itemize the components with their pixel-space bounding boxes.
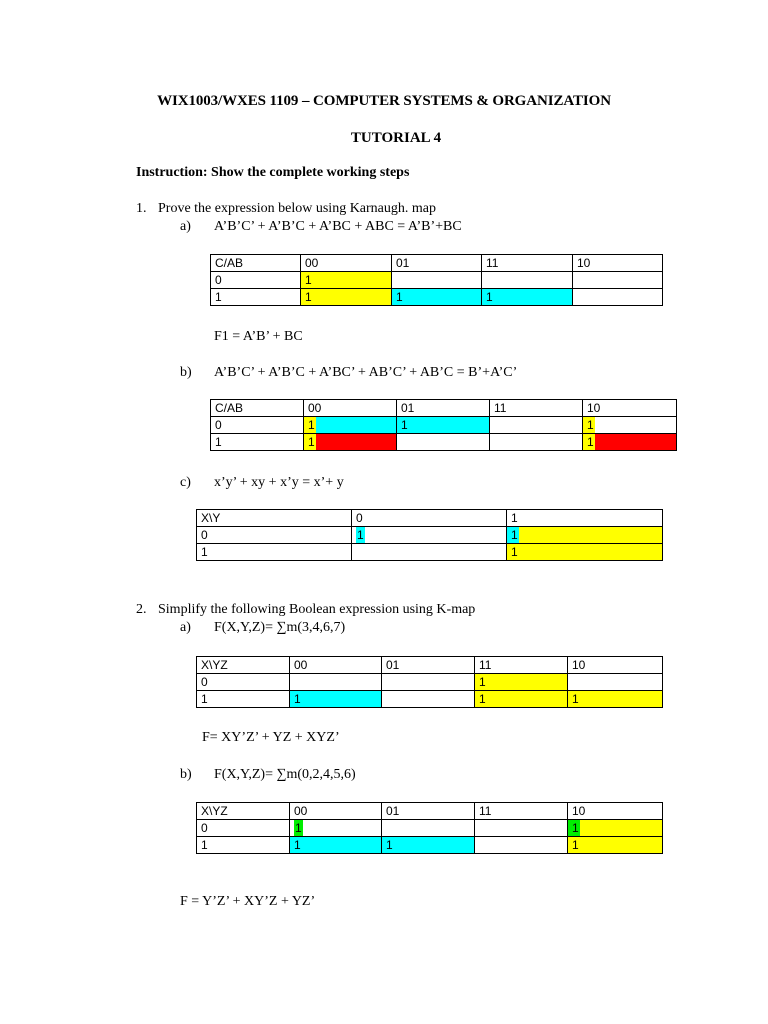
q2b-label: b) <box>180 767 192 782</box>
q2a-kmap <box>196 656 663 708</box>
kmap-cell <box>573 272 663 289</box>
q1a-label: a) <box>180 219 191 234</box>
kmap-header-cell: X\YZ <box>197 657 290 674</box>
kmap-header-row <box>197 510 663 527</box>
q2b-result: F = Y’Z’ + XY’Z + YZ’ <box>180 894 316 909</box>
kmap-cell-value: 1 <box>507 527 519 543</box>
q1a-result: F1 = A’B’ + BC <box>214 329 303 344</box>
kmap-header-cell: 1 <box>507 510 663 527</box>
q2-number: 2. <box>136 602 147 617</box>
tutorial-title: TUTORIAL 4 <box>350 130 442 146</box>
kmap-cell: 1 <box>568 691 663 708</box>
kmap-cell: 1 <box>507 544 663 561</box>
kmap-cell <box>568 674 663 691</box>
kmap-header-cell: 01 <box>382 803 475 820</box>
q1a-kmap <box>210 254 663 306</box>
kmap-row-label: 0 <box>211 417 304 434</box>
course-title: WIX1003/WXES 1109 – COMPUTER SYSTEMS & ORGANIZATION <box>157 93 611 109</box>
kmap-cell-value: 1 <box>304 417 316 433</box>
kmap-header-cell: C/AB <box>211 255 301 272</box>
kmap-cell <box>490 417 583 434</box>
kmap-row-label: 1 <box>211 434 304 451</box>
kmap-row <box>197 820 663 837</box>
kmap-row <box>211 434 677 451</box>
q1c-label: c) <box>180 475 191 490</box>
kmap-cell <box>568 820 663 837</box>
kmap-cell <box>382 674 475 691</box>
kmap-cell <box>507 527 663 544</box>
kmap-cell-value: 1 <box>357 528 364 542</box>
q1b-label: b) <box>180 365 192 380</box>
kmap-header-cell: 10 <box>568 803 663 820</box>
kmap-cell <box>583 417 677 434</box>
kmap-header-cell: 00 <box>290 803 382 820</box>
kmap-row <box>197 837 663 854</box>
kmap-header-cell: 10 <box>583 400 677 417</box>
kmap-cell <box>290 820 382 837</box>
kmap-row <box>197 674 663 691</box>
kmap-row <box>211 417 677 434</box>
q2a-result: F= XY’Z’ + YZ + XYZ’ <box>202 730 340 745</box>
kmap-header-cell: 11 <box>482 255 573 272</box>
instruction: Instruction: Show the complete working steps <box>136 165 410 180</box>
q1b-expression: A’B’C’ + A’B’C + A’BC’ + AB’C’ + AB’C = B’+A’C’ <box>214 365 518 380</box>
kmap-header-cell: 11 <box>475 657 568 674</box>
q2a-expression: F(X,Y,Z)= ∑m(3,4,6,7) <box>214 620 346 635</box>
kmap-cell <box>304 417 397 434</box>
q2b-expression: F(X,Y,Z)= ∑m(0,2,4,5,6) <box>214 767 356 782</box>
kmap-header-cell: 00 <box>304 400 397 417</box>
kmap-header-cell: C/AB <box>211 400 304 417</box>
kmap-header-cell: X\Y <box>197 510 352 527</box>
kmap-header-cell: 01 <box>382 657 475 674</box>
kmap-cell: 1 <box>382 837 475 854</box>
kmap-cell <box>482 272 573 289</box>
q1c-expression: x’y’ + xy + x’y = x’+ y <box>214 475 344 490</box>
kmap-header-row <box>197 657 663 674</box>
kmap-cell: 1 <box>301 272 392 289</box>
kmap-cell <box>475 837 568 854</box>
q1-number: 1. <box>136 201 147 216</box>
q1-text: Prove the expression below using Karnaugh. map <box>158 201 436 216</box>
kmap-header-cell: 11 <box>475 803 568 820</box>
kmap-cell-value: 1 <box>304 434 316 450</box>
kmap-cell <box>304 434 397 451</box>
kmap-row <box>211 272 663 289</box>
kmap-row-label: 0 <box>197 674 290 691</box>
q2a-label: a) <box>180 620 191 635</box>
kmap-header-row <box>211 255 663 272</box>
kmap-row-label: 1 <box>211 289 301 306</box>
kmap-row-label: 0 <box>197 820 290 837</box>
q1a-expression: A’B’C’ + A’B’C + A’BC + ABC = A’B’+BC <box>214 219 462 234</box>
q2-text: Simplify the following Boolean expression using K-map <box>158 602 476 617</box>
kmap-header-cell: 00 <box>290 657 382 674</box>
kmap-header-cell: X\YZ <box>197 803 290 820</box>
kmap-cell <box>382 691 475 708</box>
kmap-header-row <box>197 803 663 820</box>
kmap-cell-value: 1 <box>568 820 580 836</box>
kmap-cell: 1 <box>482 289 573 306</box>
kmap-row <box>197 544 663 561</box>
kmap-header-cell: 0 <box>352 510 507 527</box>
kmap-header-cell: 00 <box>301 255 392 272</box>
kmap-row <box>197 527 663 544</box>
kmap-cell-value: 1 <box>295 821 302 835</box>
q1c-kmap <box>196 509 663 561</box>
kmap-cell-value: 1 <box>583 417 595 433</box>
kmap-row-label: 1 <box>197 837 290 854</box>
kmap-row-label: 0 <box>211 272 301 289</box>
kmap-cell: 1 <box>290 837 382 854</box>
kmap-cell <box>382 820 475 837</box>
kmap-cell: 1 <box>290 691 382 708</box>
q1b-kmap <box>210 399 677 451</box>
kmap-header-row <box>211 400 677 417</box>
kmap-cell-value: 1 <box>583 434 595 450</box>
kmap-cell <box>290 674 382 691</box>
kmap-cell: 1 <box>568 837 663 854</box>
kmap-cell <box>475 820 568 837</box>
kmap-cell <box>397 434 490 451</box>
kmap-header-cell: 01 <box>397 400 490 417</box>
q2b-kmap <box>196 802 663 854</box>
kmap-cell: 1 <box>392 289 482 306</box>
kmap-row-label: 1 <box>197 691 290 708</box>
kmap-cell <box>490 434 583 451</box>
kmap-cell: 1 <box>397 417 490 434</box>
kmap-header-cell: 10 <box>568 657 663 674</box>
kmap-row-label: 1 <box>197 544 352 561</box>
kmap-cell <box>583 434 677 451</box>
kmap-cell: 1 <box>475 691 568 708</box>
kmap-row <box>211 289 663 306</box>
kmap-header-cell: 11 <box>490 400 583 417</box>
kmap-cell <box>573 289 663 306</box>
kmap-row-label: 0 <box>197 527 352 544</box>
kmap-cell <box>392 272 482 289</box>
kmap-cell <box>352 544 507 561</box>
kmap-header-cell: 01 <box>392 255 482 272</box>
kmap-cell <box>352 527 507 544</box>
kmap-cell: 1 <box>475 674 568 691</box>
kmap-header-cell: 10 <box>573 255 663 272</box>
kmap-row <box>197 691 663 708</box>
kmap-cell: 1 <box>301 289 392 306</box>
